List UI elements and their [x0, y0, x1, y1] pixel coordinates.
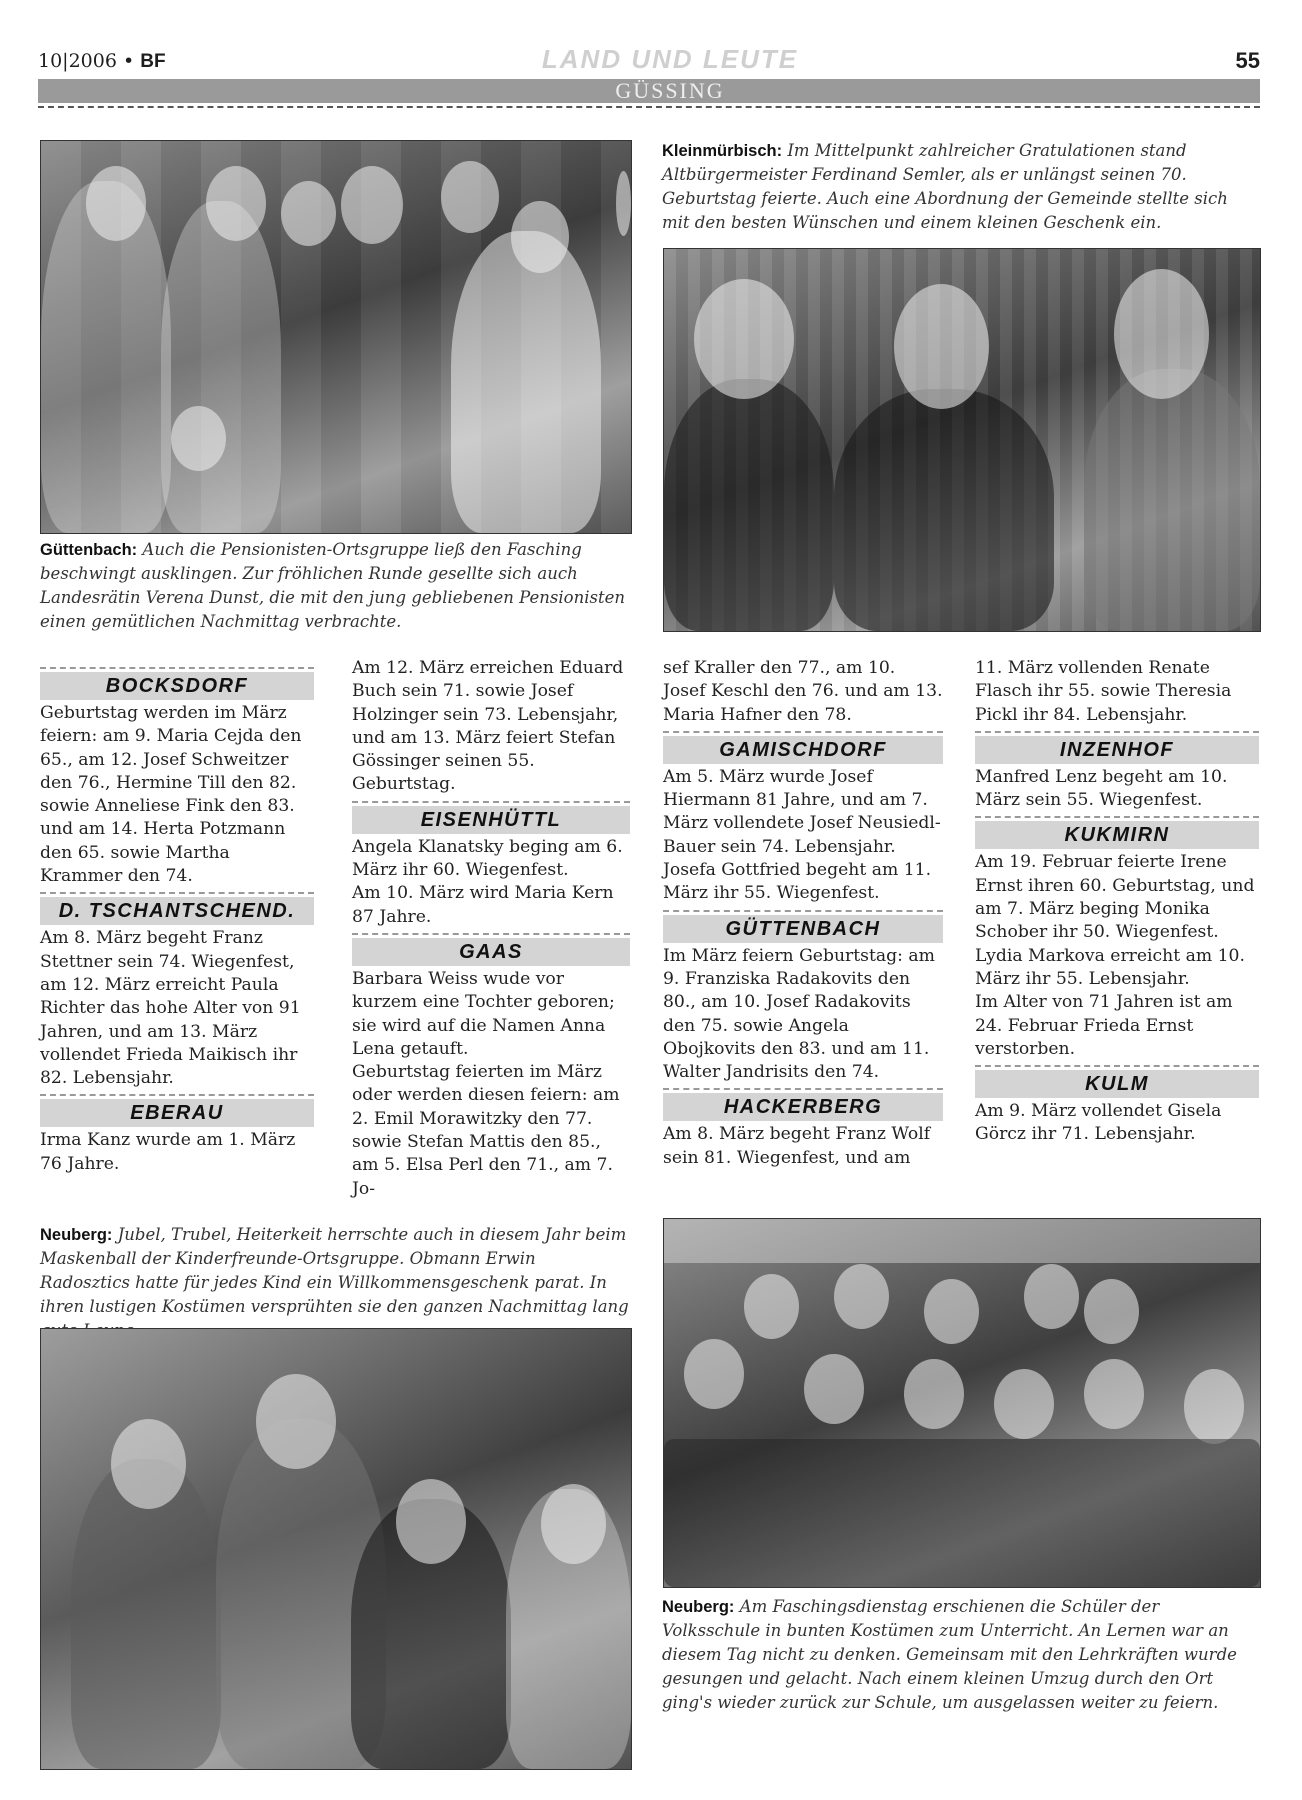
page-number: 55: [1235, 48, 1260, 73]
section-heading-kukmirn: KUKMIRN: [975, 816, 1259, 849]
section-heading-hackerberg: HACKERBERG: [663, 1088, 943, 1121]
column-4: [975, 657, 1259, 1147]
caption-text: Auch die Pensionisten-Ortsgruppe ließ den Fasching beschwingt ausklingen. Zur fröhlichen Runde gesellte sich auch Landesrätin Verena Dunst, die mit den jung gebliebenen Pensionisten einen gemütlichen Nachmittag verbrachte.: [40, 540, 625, 631]
section-title: LAND UND LEUTE: [541, 44, 799, 74]
news-item: Lydia Markova erreicht am 10. März ihr 55. Lebensjahr.: [975, 945, 1245, 989]
caption-text: Jubel, Trubel, Heiterkeit herrschte auch in diesem Jahr beim Maskenball der Kinderfreunde-Ortsgruppe. Obmann Erwin Radosztics hatte für jedes Kind ein Willkommensgeschenk parat. In ihren lustigen Kostümen versprühten sie den ganzen Nachmittag lang: [40, 1225, 629, 1316]
news-item: sef Kraller den 77., am 10. Josef Keschl den 76. und am 13. Maria Hafner den 78.: [663, 658, 943, 725]
column-1: [40, 663, 314, 1176]
caption-neuberg-volksschule: [662, 1595, 1258, 1715]
photo-neuberg-volksschule: [663, 1218, 1261, 1588]
region-title: GÜSSING: [615, 78, 725, 103]
section-heading-inzenhof: INZENHOF: [975, 731, 1259, 764]
caption-lead: Neuberg:: [662, 1598, 735, 1616]
photo-guettenbach-pensioners: [40, 140, 632, 534]
section-heading-gaas: GAAS: [352, 933, 630, 966]
news-item: Am 8. März begeht Franz Stettner sein 74. Wiegenfest, am 12. März erreicht Paula Richter das hohe Alter von 91 Jahren, und am 13. März vollendet Frieda Maikisch ihr 82. Lebensjahr.: [40, 928, 301, 1089]
caption-kleinmuerbisch: [662, 139, 1258, 235]
news-item: Im Alter von 71 Jahren ist am 24. Februar Frieda Ernst verstorben.: [975, 992, 1233, 1059]
news-item: Josefa Gottfried begeht am 11. März ihr 55. Wiegenfest.: [663, 860, 932, 904]
header-divider: [38, 106, 1260, 108]
bullet-separator: •: [122, 50, 135, 72]
news-item: Am 19. Februar feierte Irene Ernst ihren 60. Geburtstag, und am 7. März beging Monika Schober ihr 50. Wiegenfest.: [975, 852, 1255, 943]
section-heading-tschantschend: D. TSCHANTSCHEND.: [40, 892, 314, 925]
news-item: Manfred Lenz begeht am 10. März sein 55. Wiegenfest.: [975, 766, 1228, 811]
section-heading-eisenhuettl: EISENHÜTTL: [352, 801, 630, 834]
caption-guettenbach: [40, 538, 630, 634]
caption-lead: Neuberg:: [40, 1226, 113, 1244]
news-item: Barbara Weiss wude vor kurzem eine Tochter geboren; sie wird auf die Namen Anna Lena getauft.: [352, 968, 615, 1059]
news-item: Am 10. März wird Maria Kern 87 Jahre.: [352, 883, 614, 927]
caption-lead: Kleinmürbisch:: [662, 142, 783, 160]
news-item: Am 5. März wurde Josef Hiermann 81 Jahre, und am 7. März vollendete Josef Neusiedl-Bauer sein 74. Lebensjahr.: [663, 766, 941, 857]
news-item: Am 12. März erreichen Eduard Buch sein 71. sowie Josef Holzinger sein 73. Lebensjahr, und am 13. März feiert Stefan Gössinger seinen 55. Geburtstag.: [352, 658, 624, 795]
news-item: 11. März vollenden Renate Flasch ihr 55. sowie Theresia Pickl ihr 84. Lebensjahr.: [975, 658, 1232, 725]
column-2: [352, 657, 630, 1201]
caption-text: Im Mittelpunkt zahlreicher Gratulationen stand Altbürgermeister Ferdinand Semler, als er unlängst seinen 70. Geburtstag feierte. Auch eine Abordnung der Gemeinde stellte sich mit den besten Wünschen und einem kleinen Geschenk ein.: [662, 141, 1228, 232]
news-item: Am 8. März begeht Franz Wolf sein 81. Wiegenfest, und am: [663, 1124, 931, 1168]
news-item: Am 9. März vollendet Gisela Görcz ihr 71. Lebensjahr.: [975, 1101, 1222, 1145]
news-item: Im März feiern Geburtstag: am 9. Franziska Radakovits den 80., am 10. Josef Radakovits den 75. sowie Angela Obojkovits den 83. und am 11. Walter Jandrisits den 74.: [663, 945, 935, 1083]
news-item: Irma Kanz wurde am 1. März 76 Jahre.: [40, 1130, 296, 1174]
caption-neuberg-maskenball: [40, 1223, 630, 1343]
issue-number: 10|2006: [38, 50, 117, 72]
news-item: Geburtstag werden im März feiern: am 9. Maria Cejda den 65., am 12. Josef Schweitzer den 76., Hermine Till den 82. sowie Anneliese Fink den 83. und am 14. Herta Potzmann den 65. sowie Martha Krammer den 74.: [40, 703, 302, 887]
section-heading-bocksdorf: BOCKSDORF: [40, 667, 314, 700]
section-heading-kulm: KULM: [975, 1065, 1259, 1098]
news-item: Angela Klanatsky beging am 6. März ihr 60. Wiegenfest.: [352, 836, 623, 881]
caption-text: Am Faschingsdienstag erschienen die Schüler der Volksschule in bunten Kostümen zum Unterricht. An Lernen war an diesem Tag nicht zu denken. Gemeinsam mit den Lehrkräften wurde gesungen und gelacht. Nach einem kleinen Umzug durch den Ort ging's wieder zurück zur Schule, um ausgelassen weiter zu feiern.: [662, 1597, 1237, 1712]
column-3: [663, 657, 943, 1170]
publication-name: BF: [140, 51, 166, 72]
photo-kleinmuerbisch: [663, 248, 1261, 632]
photo-neuberg-maskenball: [40, 1328, 632, 1770]
news-item: Geburtstag feierten im März oder werden diesen feiern: am 2. Emil Morawitzky den 77. sowie Stefan Mattis den 85., am 5. Elsa Perl den 71., am 7. Jo-: [352, 1062, 620, 1199]
section-heading-guettenbach: GÜTTENBACH: [663, 910, 943, 943]
section-heading-gamischdorf: GAMISCHDORF: [663, 731, 943, 764]
section-heading-eberau: EBERAU: [40, 1094, 314, 1127]
issue-info: [38, 50, 166, 73]
caption-lead: Güttenbach:: [40, 541, 138, 559]
